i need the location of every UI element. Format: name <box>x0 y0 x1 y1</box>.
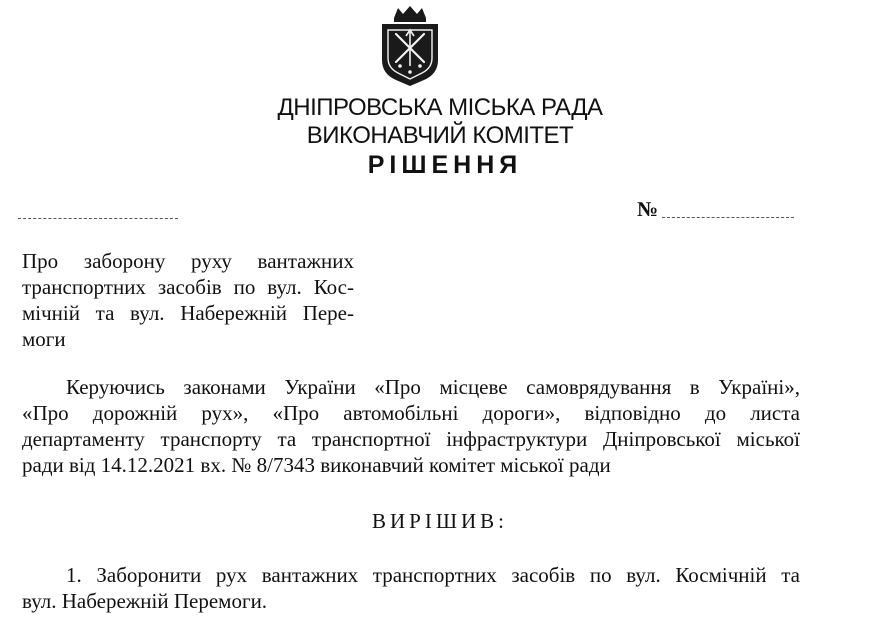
committee-title: ВИКОНАВЧИЙ КОМІТЕТ <box>306 122 574 149</box>
decision-subject <box>22 248 354 352</box>
subject-line: транспортних засобів по вул. Кос- <box>22 275 354 299</box>
preamble-line: Керуючись законами України «Про місцеве самоврядування в Україні», <box>66 375 800 399</box>
number-blank-line <box>662 217 794 218</box>
preamble-paragraph <box>22 374 800 478</box>
subject-line: моги <box>22 327 66 351</box>
decision-item <box>22 562 800 614</box>
item-line: вул. Набережній Перемоги. <box>22 589 268 613</box>
date-blank-line <box>18 218 178 219</box>
dnipro-coat-of-arms-icon <box>372 4 448 88</box>
preamble-line: департаменту транспорту та транспортної інфраструктури Дніпровської міської <box>22 427 800 451</box>
document-type-title: РІШЕННЯ <box>367 151 523 179</box>
preamble-line: ради від 14.12.2021 вх. № 8/7343 виконавчий комітет міської ради <box>22 453 611 477</box>
council-title: ДНІПРОВСЬКА МІСЬКА РАДА <box>277 94 603 121</box>
resolved-heading: ВИРІШИВ: <box>371 509 509 533</box>
preamble-line: «Про дорожній рух», «Про автомобільні дороги», відповідно до листа <box>22 401 800 425</box>
number-label: № <box>637 197 659 221</box>
subject-line: мічній та вул. Набережній Пере- <box>22 301 354 325</box>
item-line: 1. Заборонити рух вантажних транспортних засобів по вул. Космічній та <box>66 563 800 587</box>
subject-line: Про заборону руху вантажних <box>22 249 354 273</box>
